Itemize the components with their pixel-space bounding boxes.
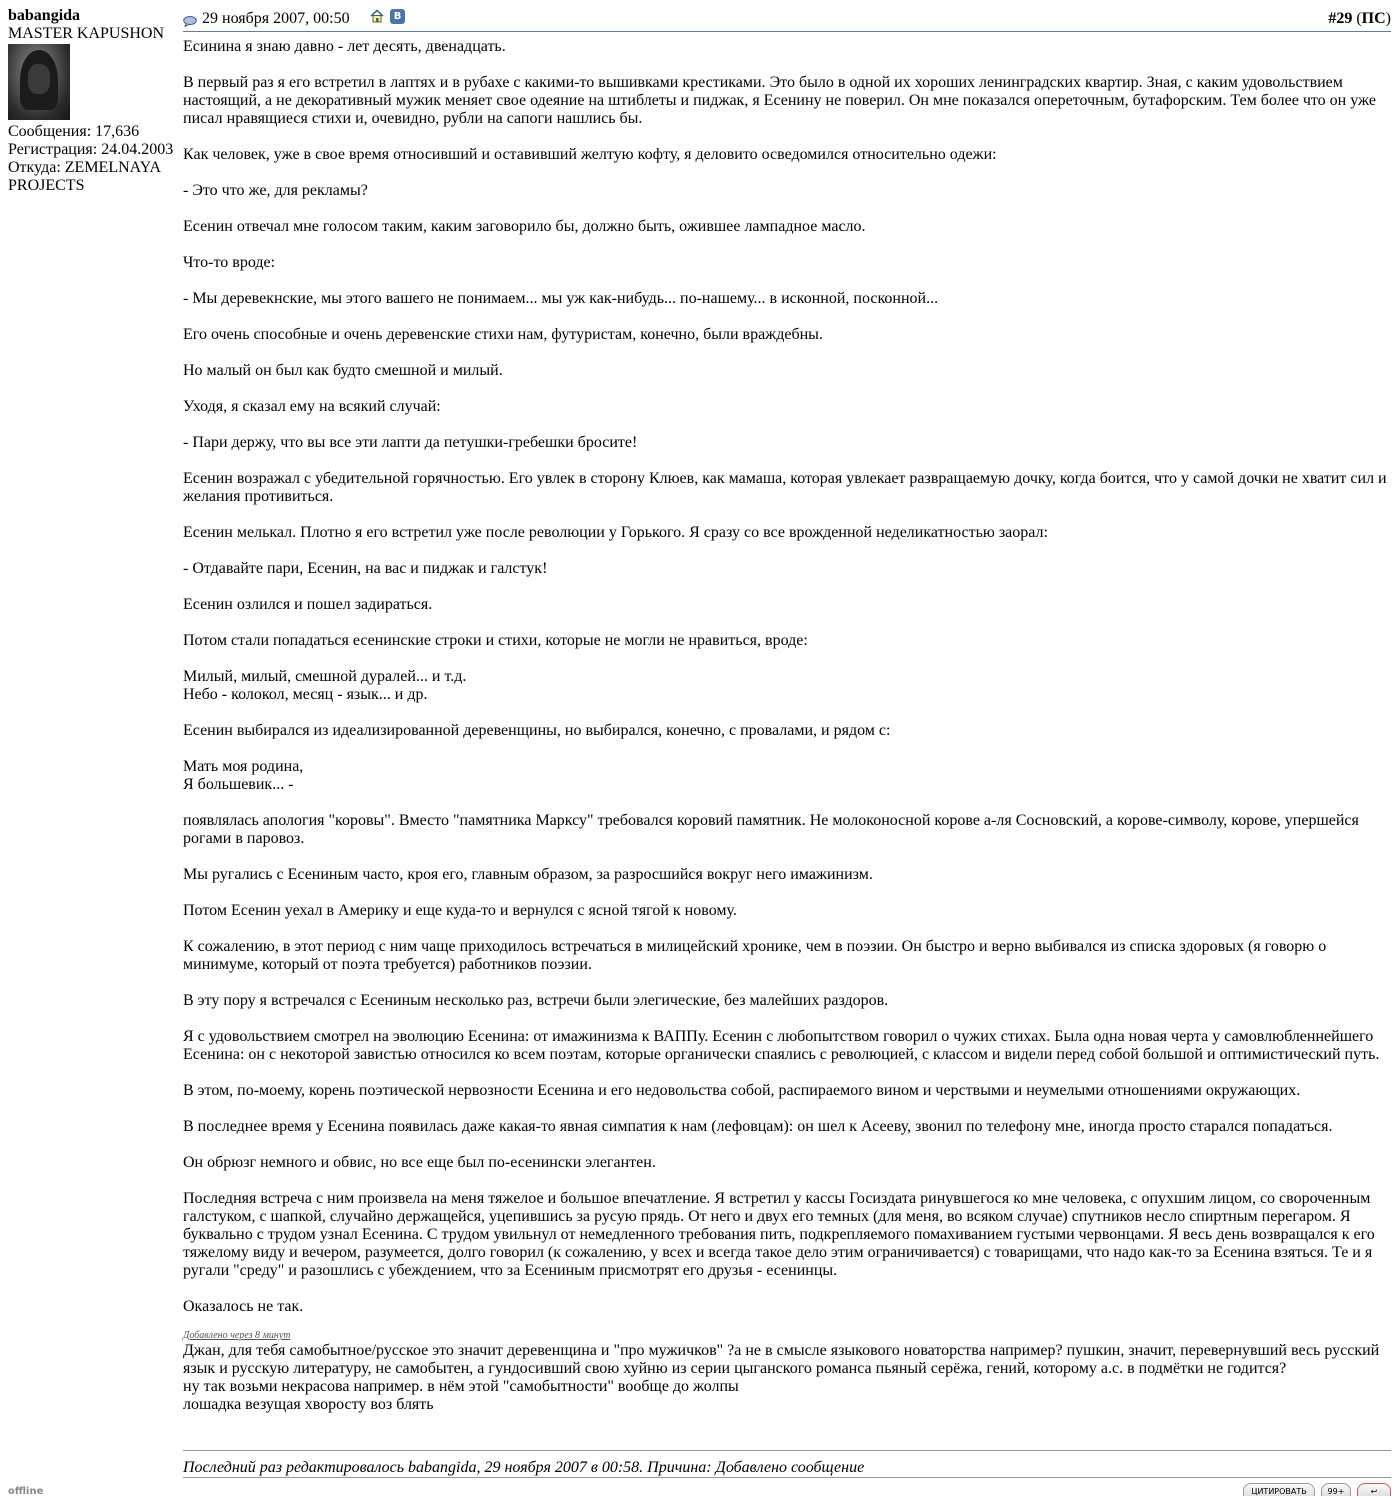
post-date-group [183, 10, 350, 28]
user-posts-count: Сообщения: 17,636 [8, 123, 140, 140]
post-tag-text: ПС [1361, 10, 1386, 27]
added-later-note: Добавлено через 8 минут [183, 1330, 291, 1341]
vk-share-icon[interactable]: В [390, 9, 405, 24]
avatar-face [28, 64, 50, 94]
message-icon [183, 14, 197, 24]
post-tag: (ПС) [1356, 10, 1391, 27]
post-number-link[interactable]: #29 [1328, 10, 1353, 27]
user-sidebar [8, 7, 178, 195]
avatar[interactable] [8, 44, 70, 120]
added-post-body: Джан, для тебя самобытное/русское это значит деревенщина и "про мужичков" ?а не в смысле языкового новаторства например? пушкин, значит, перевернувший весь русский язык и русскую литературу, не самобытен, а гундосивший свою хуйню из серии цыганского романса пьяный серёжа, гений, которому а.с. в подмётки не годится? ну так возьми некрасова например. в нём этой "самобытности" вообще до жолпы лошадка везущая хворосту воз блять [183, 1342, 1380, 1413]
online-status: offline [8, 1486, 44, 1497]
post-icons [370, 9, 405, 24]
post-header [183, 7, 1391, 32]
post-number [1328, 10, 1391, 28]
user-title: MASTER KAPUSHON [8, 25, 165, 42]
post-body: Есинина я знаю давно - лет десять, двенадцать. В первый раз я его встретил в лаптях и в рубахе с какими-то вышивками крестиками. Это было в одной их хороших ленинградских квартир. Зная, с каким удовольствием настоящий, а не декоративный мужик меняет свое одеяние на штиблеты и пиджак, я Есенину не поверил. Он мне показался опереточным, бутафорским. Тем более что он уже писал нравящиеся стихи и, очевидно, рубли на сапоги нашлись бы. Как человек, уже в свое время относивший и оставивший желтую кофту, я деловито осведомился относительно одежи: - Это что же, для рекламы? Есенин отвечал мне голосом таким, каким заговорило бы, должно быть, ожившее лампадное масло. Что-то вроде: - Мы деревекнские, мы этого вашего не понимаем... мы уж как-нибудь... по-нашему... в исконной, посконной... Его очень способные и очень деревенские стихи нам, футуристам, конечно, были враждебны. Но малый он был как будто смешной и милый. Уходя, я сказал ему на всякий случай: - Пари держу, что вы все эти лапти да петушки-гребешки бросите! Есенин возражал с убедительной горячностью. Его увлек в сторону Клюев, как мамаша, которая увлекает развращаемую дочку, когда боится, что у самой дочки не хватит сил и желания противиться. Есенин мелькал. Плотно я его встретил уже после революции у Горького. Я сразу со все врожденной неделикатностью заорал: - Отдавайте пари, Есенин, на вас и пиджак и галстук! Есенин озлился и пошел задираться. Потом стали попадаться есенинские строки и стихи, которые не могли не нравиться, вроде: Милый, милый, смешной дуралей... и т.д. Небо - колокол, месяц - язык... и др. Есенин выбирался из идеализированной деревенщины, но выбирался, конечно, с провалами, и рядом с: Мать моя родина, Я большевик... - появлялась апология "коровы". Вместо "памятника Марксу" требовался коровий памятник. Не молоконосной корове а-ля Сосновский, а корове-символу, корове, упершейся рогами в паровоз. Мы ругались с Есениным часто, кроя его, главным образом, за разросшийся вокруг него имажинизм. Потом Есенин уехал в Америку и еще куда-то и вернулся с ясной тягой к новому. К сожалению, в этот период с ним чаще приходилось встречаться в милицейский хронике, чем в поэзии. Он быстро и верно выбивался из списка здоровых (я говорю о минимуме, который от поэта требуется) работников поэзии. В эту пору я встречался с Есениным несколько раз, встречи были элегические, без малейших раздоров. Я с удовольствием смотрел на эволюцию Есенина: от имажинизма к ВАППу. Есенин с любопытством говорил о чужих стихах. Была одна новая черта у самовлюбленнейшего Есенина: он с некоторой завистью относился ко всем поэтам, которые органически спаялись с революцией, с классом и видели перед собой большой и оптимистический путь. В этом, по-моему, корень поэтической нервозности Есенина и его недовольства собой, распираемого вином и черствыми и неумелыми отношениями окружающих. В последнее время у Есенина появилась даже какая-то явная симпатия к нам (лефовцам): он шел к Асееву, звонил по телефону мне, иногда просто старался попадаться. Он обрюзг немного и обвис, но все еще был по-есенински элегантен. Последняя встреча с ним произвела на меня тяжелое и большое впечатление. Я встретил у кассы Госиздата ринувшегося ко мне человека, с опухшим лицом, со свороченным галстуком, с шапкой, случайно держащейся, уцепившись за русую прядь. От него и двух его темных (для меня, во всяком случае) спутников несло спиртным перегаром. Я буквально с трудом узнал Есенина. С трудом увильнул от немедленного требования пить, подкрепляемого помахиванием густыми червонцами. Я весь день возвращался к его тяжелому виду и вечером, разумеется, долго говорил (к сожалению, у всех и всегда такое дело этим ограничивается) с товарищами, что надо как-то за Есенина взяться. Те и я ругали "среду" и разошлись с убеждением, что за Есениным присмотрят его друзья - есенинцы. Оказалось не так. [183, 38, 1387, 1315]
home-icon[interactable] [370, 9, 384, 23]
quote-button[interactable]: ЦИТИРОВАТЬ [1243, 1483, 1315, 1496]
user-info [8, 123, 178, 195]
post [183, 7, 1391, 1414]
edit-note: Последний раз редактировалось babangida, 29 ноября 2007 в 00:58. Причина: Добавлено сообщение [183, 1450, 1391, 1478]
multiquote-button[interactable]: 99+ [1321, 1483, 1351, 1496]
user-location: Откуда: ZEMELNAYA PROJECTS [8, 159, 161, 194]
post-action-buttons [1243, 1483, 1391, 1496]
user-registration-date: Регистрация: 24.04.2003 [8, 141, 174, 158]
quick-reply-button[interactable]: ↩ [1357, 1483, 1391, 1496]
post-date: 29 ноября 2007, 00:50 [202, 10, 350, 27]
username-link[interactable]: babangida [8, 7, 81, 24]
